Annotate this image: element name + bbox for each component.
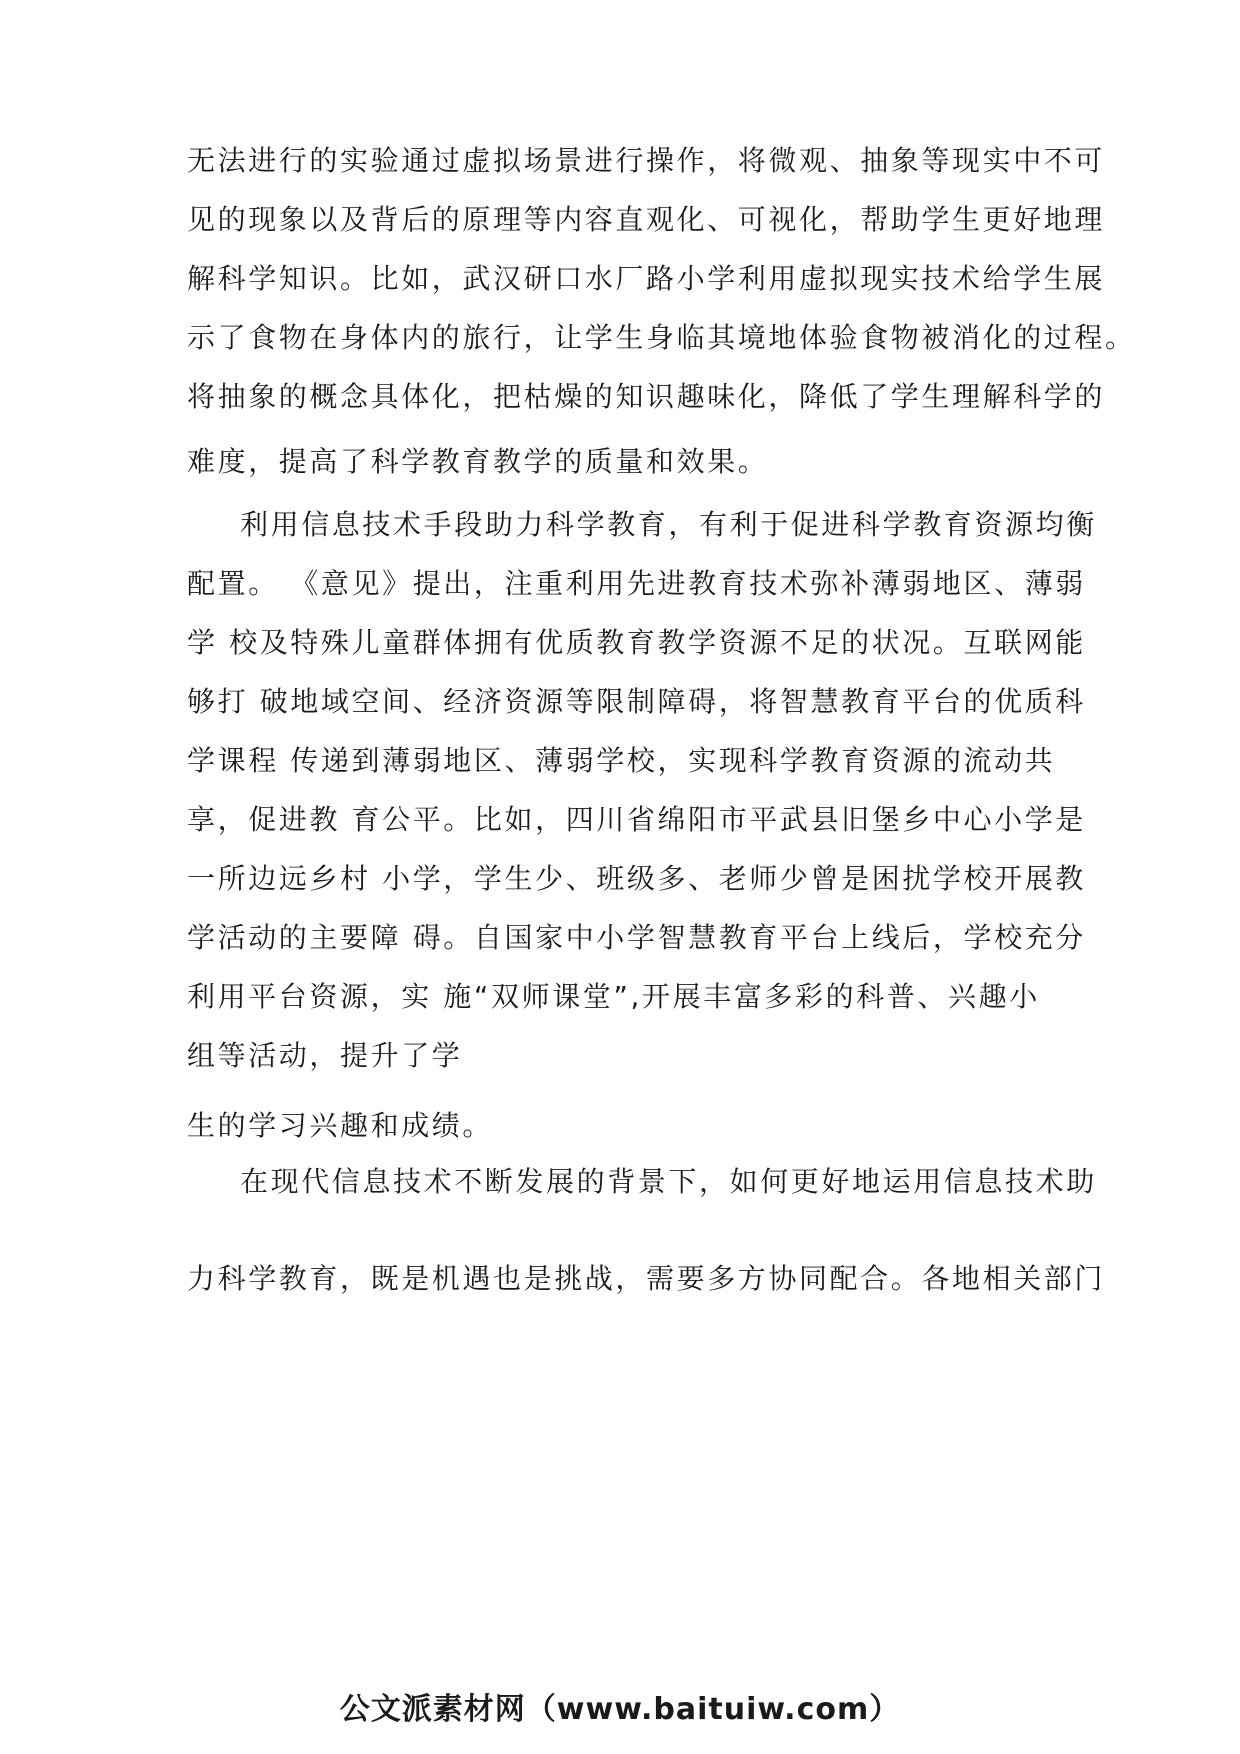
- paragraph-line-3: 解科学知识。比如，武汉研口水厂路小学利用虚拟现实技术给学生展: [187, 262, 1106, 295]
- footer-watermark: 公文派素材网（www.baituiw.com）: [339, 1692, 901, 1727]
- paragraph-line-10: 够打 破地域空间、经济资源等限制障碍，将智慧教育平台的优质科: [187, 685, 1086, 718]
- paragraph-line-14: 学活动的主要障 碍。自国家中小学智慧教育平台上线后，学校充分: [187, 921, 1086, 954]
- paragraph-line-8: 配置。 《意见》提出，注重利用先进教育技术弥补薄弱地区、薄弱: [187, 567, 1086, 600]
- paragraph-line-1: 无法进行的实验通过虚拟场景进行操作，将微观、抽象等现实中不可: [187, 144, 1106, 177]
- paragraph-line-5: 将抽象的概念具体化，把枯燥的知识趣味化，降低了学生理解科学的: [187, 380, 1106, 413]
- paragraph-line-16: 组等活动，提升了学: [187, 1039, 463, 1072]
- paragraph-line-13: 一所边远乡村 小学，学生少、班级多、老师少曾是困扰学校开展教: [187, 862, 1086, 895]
- paragraph-line-18: 在现代信息技术不断发展的背景下，如何更好地运用信息技术助: [240, 1165, 1097, 1198]
- paragraph-line-17: 生的学习兴趣和成绩。: [187, 1109, 494, 1142]
- paragraph-line-12: 享，促进教 育公平。比如，四川省绵阳市平武县旧堡乡中心小学是: [187, 803, 1086, 836]
- paragraph-line-2: 见的现象以及背后的原理等内容直观化、可视化，帮助学生更好地理: [187, 203, 1106, 236]
- paragraph-line-11: 学课程 传递到薄弱地区、薄弱学校，实现科学教育资源的流动共: [187, 744, 1056, 777]
- paragraph-line-19: 力科学教育，既是机遇也是挑战，需要多方协同配合。各地相关部门: [187, 1262, 1106, 1295]
- paragraph-line-6: 难度，提高了科学教育教学的质量和效果。: [187, 445, 769, 478]
- paragraph-line-4: 示了食物在身体内的旅行，让学生身临其境地体验食物被消化的过程。: [187, 321, 1136, 354]
- paragraph-line-7: 利用信息技术手段助力科学教育，有利于促进科学教育资源均衡: [240, 508, 1097, 541]
- paragraph-line-15: 利用平台资源，实 施“双师课堂”,开展丰富多彩的科普、兴趣小: [187, 980, 1040, 1013]
- paragraph-line-9: 学 校及特殊儿童群体拥有优质教育教学资源不足的状况。互联网能: [187, 626, 1086, 659]
